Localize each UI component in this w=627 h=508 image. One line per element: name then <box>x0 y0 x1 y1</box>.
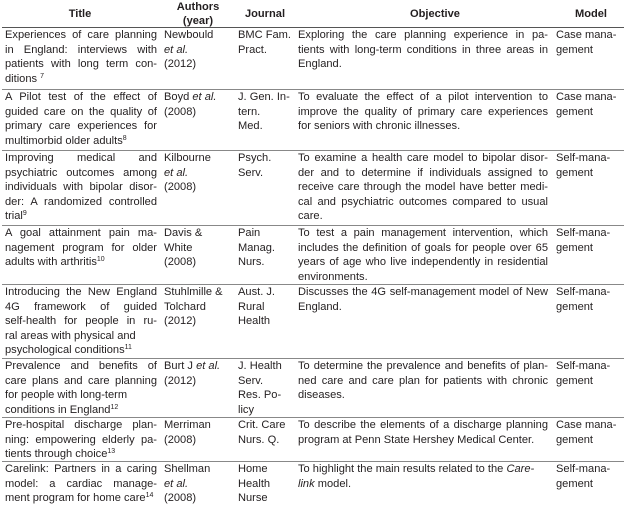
journal-line: Nurse <box>238 492 268 505</box>
objective-cell <box>298 418 548 447</box>
title-line: psychiatric outcomes among <box>5 166 157 179</box>
authors-etal: et al. <box>196 360 221 372</box>
objective-line: Exploring the care planning experience in pa- <box>298 29 548 41</box>
authors-cell <box>164 418 211 447</box>
header-journal: Journal <box>244 8 286 20</box>
title-line: Pre-hospital discharge plan- <box>5 419 157 431</box>
objective-line: To evaluate the effect of a pilot intervention to <box>298 91 548 103</box>
title-line: A goal attainment pain ma- <box>5 227 157 239</box>
objective-line: diseases. <box>298 389 345 402</box>
reference-number: 14 <box>145 492 154 500</box>
authors-year: (2008) <box>164 105 197 118</box>
title-cell <box>5 462 157 506</box>
journal-cell <box>238 151 271 180</box>
journal-cell <box>238 285 275 329</box>
authors-year: (2008) <box>164 433 197 446</box>
title-line: self-health for people in ru- <box>5 315 157 328</box>
title-line: ment program for home care <box>5 492 146 505</box>
journal-cell <box>238 90 290 134</box>
title-cell <box>5 285 157 358</box>
table-row <box>0 285 627 359</box>
objective-line: ned care and care plan for patients with chronic <box>298 374 548 387</box>
journal-line: Nurs. Q. <box>238 433 280 446</box>
model-line: gement <box>556 166 594 179</box>
journal-line: Pract. <box>238 43 267 56</box>
title-cell <box>5 418 157 462</box>
model-line: Case mana- <box>556 91 617 103</box>
authors-line: Davis & <box>164 227 203 239</box>
reference-number: 13 <box>107 448 116 456</box>
objective-line: environments. <box>298 270 368 283</box>
header-authors <box>166 1 230 28</box>
journal-cell <box>238 359 282 417</box>
objective-line: care. <box>298 210 323 223</box>
journal-line: BMC Fam. <box>238 29 292 41</box>
authors-cell <box>164 462 210 506</box>
title-line: Introducing the New England <box>5 286 157 298</box>
objective-cell <box>298 226 548 284</box>
title-cell <box>5 151 157 224</box>
title-line: multimorbid older adults <box>5 134 123 147</box>
journal-line: Home <box>238 463 268 475</box>
title-cell <box>5 359 157 417</box>
journal-line: Serv. <box>238 166 264 179</box>
reference-number: 11 <box>124 344 132 352</box>
journal-line: Pain <box>238 227 261 239</box>
authors-name: Boyd <box>164 91 190 103</box>
authors-cell <box>164 28 213 72</box>
journal-cell <box>238 418 285 447</box>
journal-cell <box>238 462 270 506</box>
model-cell <box>556 359 610 388</box>
objective-line: years of age who live independently in residential <box>298 256 548 269</box>
model-line: gement <box>556 433 594 446</box>
model-line: Case mana- <box>556 419 617 431</box>
authors-year: (2012) <box>164 374 197 387</box>
title-cell <box>5 226 157 270</box>
title-line: adults with arthritis <box>5 256 97 269</box>
model-line: Self-mana- <box>556 152 611 164</box>
objective-line: To determine the prevalence and benefits of plan- <box>298 360 548 372</box>
title-line: ditions <box>5 72 38 85</box>
header-authors-line2: (year) <box>182 14 214 27</box>
authors-cell <box>164 90 216 119</box>
objective-line: tients with long-term conditions in three areas in <box>298 43 548 56</box>
objective-line: receive care through the model have better medi- <box>298 181 548 194</box>
header-objective: Objective <box>410 8 460 20</box>
objective-italic: Care- <box>506 463 535 475</box>
objective-italic: link <box>298 477 315 490</box>
authors-name: Burt J <box>164 360 193 372</box>
journal-line: Crit. Care <box>238 419 286 431</box>
objective-line: includes the definition of goals for people over 65 <box>298 241 548 254</box>
objective-line: To test a pain management intervention, which <box>298 227 548 239</box>
title-cell <box>5 90 157 148</box>
title-cell <box>5 28 157 86</box>
title-line: nagement program for older <box>5 241 157 254</box>
authors-line: Merriman <box>164 419 211 431</box>
title-line: care plans and care planning <box>5 374 157 387</box>
objective-cell <box>298 151 548 224</box>
title-line: ral areas with physical and <box>5 329 136 342</box>
model-line: gement <box>556 105 594 118</box>
journal-cell <box>238 226 275 270</box>
authors-etal: et al. <box>164 166 189 179</box>
authors-etal: et al. <box>164 43 189 56</box>
title-line: trial <box>5 210 23 223</box>
model-line: gement <box>556 241 594 254</box>
model-line: Self-mana- <box>556 286 611 298</box>
table-row <box>0 462 627 506</box>
reference-number: 9 <box>22 210 27 218</box>
title-line: Improving medical and <box>5 152 157 164</box>
table-row <box>0 226 627 285</box>
objective-line: improve the quality of primary care experiences <box>298 105 548 118</box>
header-authors-line1: Authors <box>176 1 220 13</box>
title-line: in England: interviews with <box>5 43 157 56</box>
title-line: guided care on the quality of <box>5 105 157 118</box>
objective-line: To describe the elements of a discharge planning <box>298 419 548 431</box>
authors-etal: et al. <box>192 91 217 103</box>
title-line: A Pilot test of the effect of <box>5 91 157 103</box>
model-line: gement <box>556 300 594 313</box>
journal-line: Nurs. <box>238 256 265 269</box>
authors-year: (2008) <box>164 181 197 194</box>
model-cell <box>556 418 616 447</box>
table-row <box>0 90 627 149</box>
authors-year: (2008) <box>164 492 197 505</box>
model-cell <box>556 285 610 314</box>
title-line: conditions in England <box>5 403 111 416</box>
title-line: model: a cardiac manage- <box>5 477 157 490</box>
header-model: Model <box>574 8 608 20</box>
model-line: gement <box>556 477 594 490</box>
authors-line: Stuhlmille & <box>164 286 223 298</box>
reference-number: 10 <box>96 256 105 264</box>
objective-cell <box>298 462 548 491</box>
table-row <box>0 151 627 225</box>
reference-number: 8 <box>122 134 127 142</box>
journal-line: Res. Po- <box>238 389 282 402</box>
journal-line: Aust. J. <box>238 286 275 298</box>
objective-cell <box>298 359 548 403</box>
authors-line: Shellman <box>164 463 211 475</box>
title-line: psychological conditions <box>5 344 125 357</box>
journal-line: Med. <box>238 120 263 133</box>
journal-line: Health <box>238 315 271 328</box>
authors-cell <box>164 285 223 329</box>
objective-line: England. <box>298 300 342 313</box>
objective-line: Discusses the 4G self-management model of New <box>298 286 548 298</box>
authors-year: (2012) <box>164 58 197 71</box>
journal-line: tern. <box>238 105 261 118</box>
authors-line: Kilbourne <box>164 152 211 164</box>
title-line: tients through choice <box>5 448 108 461</box>
table-row <box>0 359 627 418</box>
objective-line: England. <box>298 58 342 71</box>
journal-line: Serv. <box>238 374 264 387</box>
authors-line: Tolchard <box>164 300 206 313</box>
model-line: Self-mana- <box>556 360 611 372</box>
objective-line: for seniors with chronic illnesses. <box>298 120 461 133</box>
table-row <box>0 418 627 462</box>
authors-cell <box>164 151 211 195</box>
title-line: Experiences of care planning <box>5 29 157 41</box>
title-line: individuals with bipolar disor- <box>5 181 157 194</box>
model-line: Self-mana- <box>556 463 611 475</box>
title-line: Prevalence and benefits of <box>5 360 157 372</box>
journal-line: Rural <box>238 300 265 313</box>
authors-cell <box>164 226 202 270</box>
model-cell <box>556 28 616 57</box>
authors-cell <box>164 359 220 388</box>
title-line: for people with long-term <box>5 389 128 402</box>
objective-text: model. <box>317 477 352 490</box>
journal-line: Health <box>238 477 271 490</box>
title-line: 4G framework of guided <box>5 300 157 313</box>
authors-line: Newbould <box>164 29 214 41</box>
model-cell <box>556 462 610 491</box>
objective-line: cal and psychiatric outcomes compared to usual <box>298 195 548 208</box>
header-title: Title <box>68 8 92 20</box>
model-line: gement <box>556 374 594 387</box>
title-line: patients with long term con- <box>5 58 157 71</box>
model-cell <box>556 151 610 180</box>
title-line: primary care experiences for <box>5 120 157 133</box>
reference-number: 7 <box>40 72 45 80</box>
title-line: Carelink: Partners in a caring <box>5 463 157 475</box>
title-line: der: A randomized controlled <box>5 195 157 208</box>
model-line: Self-mana- <box>556 227 611 239</box>
journal-line: licy <box>238 403 255 416</box>
journal-line: J. Gen. In- <box>238 91 290 103</box>
objective-cell <box>298 90 548 134</box>
journal-line: J. Health <box>238 360 282 372</box>
objective-line: To examine a health care model to bipolar disor- <box>298 152 548 164</box>
journal-line: Psych. <box>238 152 272 164</box>
journal-cell <box>238 28 291 57</box>
authors-line: White <box>164 241 193 254</box>
reference-number: 12 <box>110 403 119 411</box>
objective-cell <box>298 285 548 314</box>
objective-text: To highlight the main results related to the <box>298 463 504 475</box>
objective-cell <box>298 28 548 72</box>
objective-line: der and to determine if individuals assigned to <box>298 166 548 179</box>
authors-year: (2012) <box>164 315 197 328</box>
title-line: ning: empowering elderly pa- <box>5 433 157 446</box>
authors-etal: et al. <box>164 477 189 490</box>
model-line: Case mana- <box>556 29 617 41</box>
objective-line: program at Penn State Hershey Medical Center. <box>298 433 535 446</box>
authors-year: (2008) <box>164 256 197 269</box>
table-row <box>0 28 627 87</box>
journal-line: Manag. <box>238 241 276 254</box>
model-line: gement <box>556 43 594 56</box>
model-cell <box>556 90 616 119</box>
model-cell <box>556 226 610 255</box>
